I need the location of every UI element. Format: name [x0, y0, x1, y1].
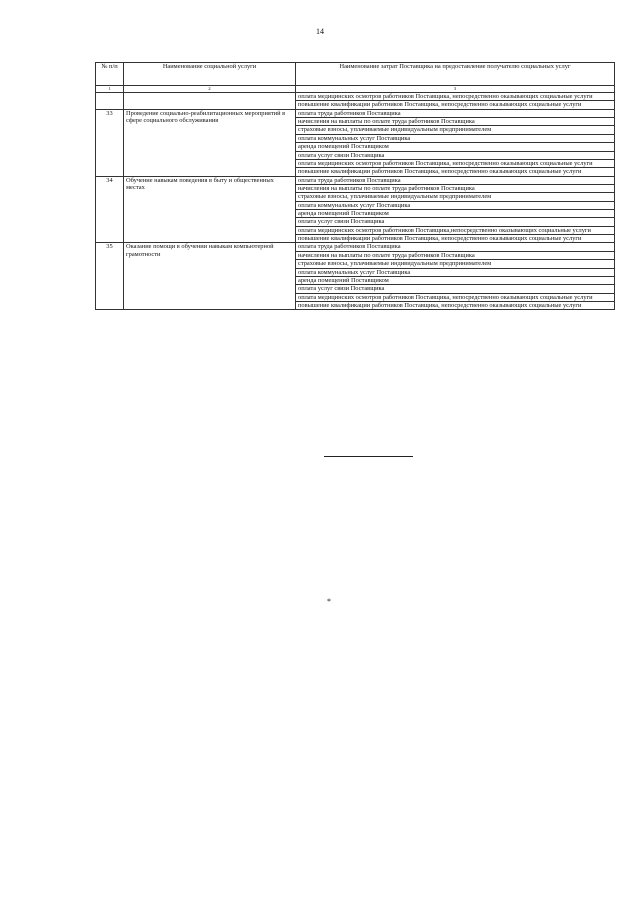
- end-separator-line: [324, 456, 413, 457]
- header-cost-name: Наименование затрат Поставщика на предоставление получателю социальных услуг: [296, 63, 615, 86]
- cost-cell: повышение квалификации работников Поставщика, непосредственно оказывающих социальные услуги: [296, 301, 615, 309]
- service-number: 34: [96, 176, 124, 243]
- continuation-service-cell: [124, 93, 296, 110]
- header-service-name: Наименование социальной услуги: [124, 63, 296, 86]
- cost-cell: повышение квалификации работников Поставщика, непосредственно оказывающих социальные услуги: [296, 168, 615, 176]
- cost-cell: оплата медицинских осмотров работников Поставщика, непосредственно оказывающих социальные услуги: [296, 93, 615, 101]
- cost-cell: оплата медицинских осмотров работников Поставщика, непосредственно оказывающих социальные услуги: [296, 159, 615, 167]
- cost-cell: оплата труда работников Поставщика: [296, 176, 615, 184]
- cost-cell: повышение квалификации работников Поставщика, непосредственно оказывающих социальные услуги: [296, 235, 615, 243]
- cost-cell: оплата услуг связи Поставщика: [296, 151, 615, 159]
- service-number: 33: [96, 109, 124, 176]
- social-services-cost-table: [95, 62, 615, 310]
- table-row: [96, 243, 615, 251]
- continuation-number-cell: [96, 93, 124, 110]
- table-row: [96, 109, 615, 117]
- service-name: Оказание помощи в обучении навыкам компьютерной грамотности: [124, 243, 296, 310]
- cost-cell: оплата услуг связи Поставщика: [296, 285, 615, 293]
- index-cell-1: 1: [96, 86, 124, 93]
- service-name: Проведение социально-реабилитационных мероприятий в сфере социального обслуживания: [124, 109, 296, 176]
- cost-cell: оплата услуг связи Поставщика: [296, 218, 615, 226]
- cost-cell: оплата коммунальных услуг Поставщика: [296, 134, 615, 142]
- page-number: 14: [316, 27, 324, 36]
- cost-cell: начисления на выплаты по оплате труда работников Поставщика: [296, 184, 615, 192]
- table-header-row: [96, 63, 615, 86]
- index-cell-2: 2: [124, 86, 296, 93]
- cost-cell: страховые взносы, уплачиваемые индивидуальным предпринимателем: [296, 260, 615, 268]
- table-row: [96, 176, 615, 184]
- stray-mark: *: [327, 597, 331, 606]
- cost-cell: аренда помещений Поставщиком: [296, 276, 615, 284]
- cost-cell: оплата труда работников Поставщика: [296, 243, 615, 251]
- table-body: [96, 93, 615, 310]
- header-number: № п/п: [96, 63, 124, 86]
- cost-cell: начисления на выплаты по оплате труда работников Поставщика: [296, 118, 615, 126]
- index-cell-3: 3: [296, 86, 615, 93]
- cost-cell: оплата медицинских осмотров работников Поставщика, непосредственно оказывающих социальные услуги: [296, 293, 615, 301]
- service-number: 35: [96, 243, 124, 310]
- cost-cell: аренда помещений Поставщиком: [296, 210, 615, 218]
- cost-cell: оплата коммунальных услуг Поставщика: [296, 268, 615, 276]
- cost-cell: оплата медицинских осмотров работников Поставщика,непосредственно оказывающих социальные услуги: [296, 226, 615, 234]
- cost-cell: страховые взносы, уплачиваемые индивидуальным предпринимателем: [296, 126, 615, 134]
- cost-cell: оплата труда работников Поставщика: [296, 109, 615, 117]
- cost-cell: аренда помещений Поставщиком: [296, 143, 615, 151]
- service-name: Обучение навыкам поведения в быту и общественных местах: [124, 176, 296, 243]
- cost-cell: начисления на выплаты по оплате труда работников Поставщика: [296, 251, 615, 259]
- table-row: [96, 93, 615, 101]
- cost-cell: страховые взносы, уплачиваемые индивидуальным предпринимателем: [296, 193, 615, 201]
- cost-cell: оплата коммунальных услуг Поставщика: [296, 201, 615, 209]
- table-index-row: [96, 86, 615, 93]
- cost-cell: повышение квалификации работников Поставщика, непосредственно оказывающих социальные услуги: [296, 101, 615, 109]
